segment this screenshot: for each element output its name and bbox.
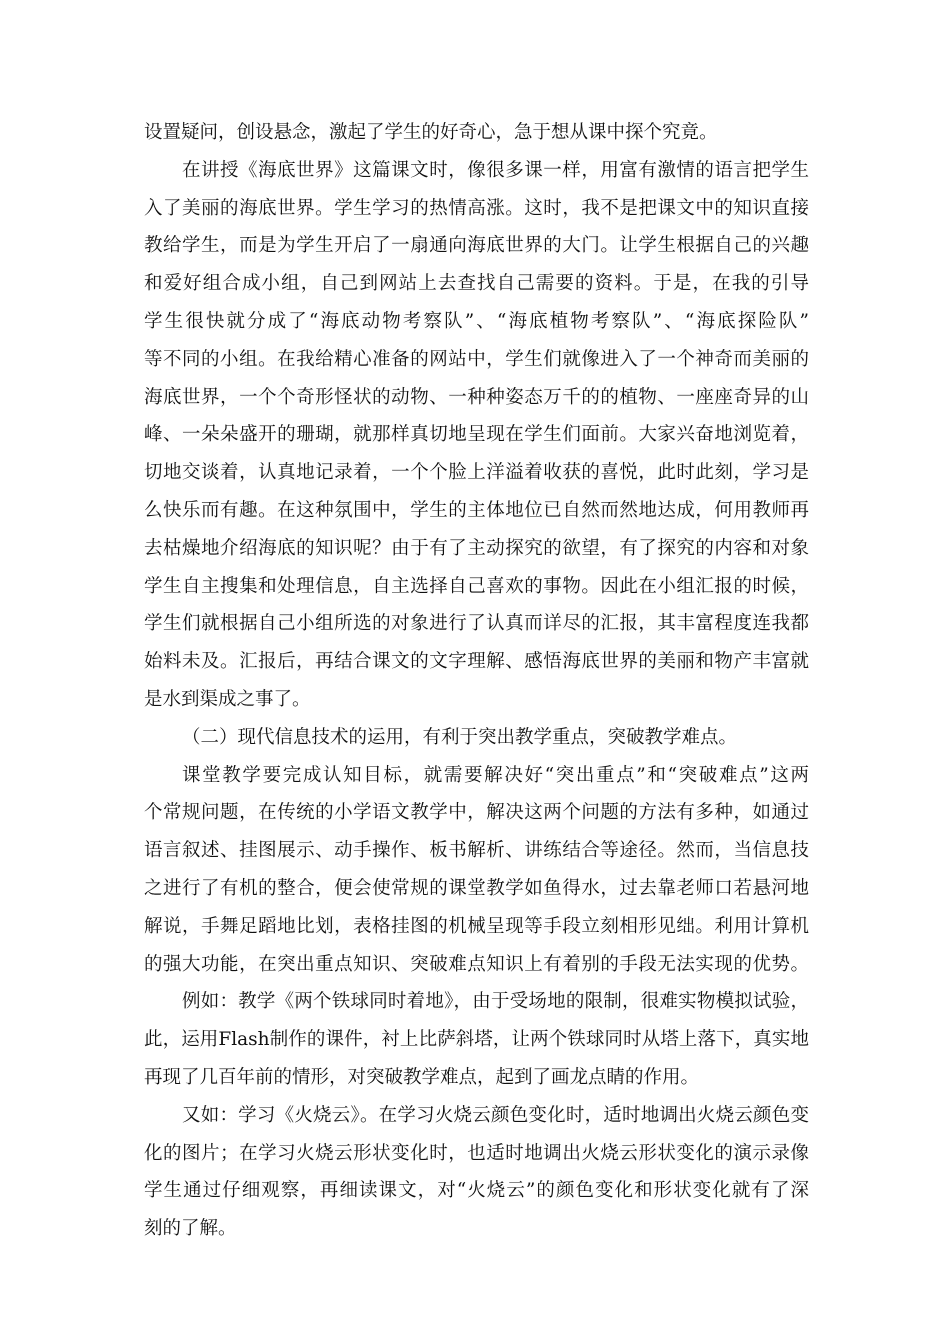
text-line: 么快乐而有趣。在这种氛围中，学生的主体地位已自然而然地达成，何用教师再 bbox=[144, 499, 809, 521]
text-line: 等不同的小组。在我给精心准备的网站中，学生们就像进入了一个神奇而美丽的 bbox=[144, 348, 809, 370]
text-line: 峰、一朵朵盛开的珊瑚，就那样真切地呈现在学生们面前。大家兴奋地浏览着， bbox=[144, 424, 809, 446]
text-line: 又如：学习《火烧云》。在学习火烧云颜色变化时，适时地调出火烧云颜色变 bbox=[182, 1104, 809, 1126]
text-line: 和爱好组合成小组，自己到网站上去查找自己需要的资料。于是，在我的引导 bbox=[144, 273, 809, 295]
text-line: 是水到渠成之事了。 bbox=[144, 688, 311, 710]
text-line: 去枯燥地介绍海底的知识呢？由于有了主动探究的欲望，有了探究的内容和对象 bbox=[144, 537, 809, 559]
text-line: 再现了几百年前的情形，对突破教学难点，起到了画龙点睛的作用。 bbox=[144, 1066, 700, 1088]
text-line: 化的图片；在学习火烧云形状变化时，也适时地调出火烧云形状变化的演示录像 bbox=[144, 1142, 809, 1164]
text-line: 个常规问题，在传统的小学语文教学中，解决这两个问题的方法有多种，如通过 bbox=[144, 802, 809, 824]
text-line: （二）现代信息技术的运用，有利于突出教学重点，突破教学难点。 bbox=[182, 726, 738, 748]
text-line: 切地交谈着，认真地记录着，一个个脸上洋溢着收获的喜悦，此时此刻，学习是 bbox=[144, 462, 809, 484]
text-line: 学生很快就分成了“海底动物考察队”、“海底植物考察队”、“海底探险队” bbox=[144, 310, 809, 332]
text-line: 学生通过仔细观察，再细读课文，对“火烧云”的颜色变化和形状变化就有了深 bbox=[144, 1180, 809, 1202]
text-line: 学生们就根据自己小组所选的对象进行了认真而详尽的汇报，其丰富程度连我都 bbox=[144, 613, 809, 635]
text-line: 学生自主搜集和处理信息，自主选择自己喜欢的事物。因此在小组汇报的时候， bbox=[144, 575, 809, 597]
document-body bbox=[144, 114, 809, 1248]
text-line: 在讲授《海底世界》这篇课文时，像很多课一样，用富有激情的语言把学生 bbox=[182, 159, 809, 181]
text-line: 入了美丽的海底世界。学生学习的热情高涨。这时，我不是把课文中的知识直接 bbox=[144, 197, 809, 219]
text-line: 海底世界，一个个奇形怪状的动物、一种种姿态万千的的植物、一座座奇异的山 bbox=[144, 386, 809, 408]
text-line: 解说，手舞足蹈地比划，表格挂图的机械呈现等手段立刻相形见绌。利用计算机 bbox=[144, 915, 809, 937]
text-line: 刻的了解。 bbox=[144, 1218, 237, 1240]
text-line: 始料未及。汇报后，再结合课文的文字理解、感悟海底世界的美丽和物产丰富就 bbox=[144, 651, 809, 673]
text-line: 之进行了有机的整合，便会使常规的课堂教学如鱼得水，过去靠老师口若悬河地 bbox=[144, 877, 809, 899]
text-line: 设置疑问，创设悬念，激起了学生的好奇心，急于想从课中探个究竟。 bbox=[144, 122, 718, 143]
text-line: 此，运用Flash制作的课件，衬上比萨斜塔，让两个铁球同时从塔上落下，真实地 bbox=[144, 1029, 809, 1051]
text-line: 课堂教学要完成认知目标，就需要解决好“突出重点”和“突破难点”这两 bbox=[182, 764, 809, 786]
text-line: 教给学生，而是为学生开启了一扇通向海底世界的大门。让学生根据自己的兴趣 bbox=[144, 235, 809, 257]
text-line: 语言叙述、挂图展示、动手操作、板书解析、讲练结合等途径。然而，当信息技 bbox=[144, 840, 809, 862]
text-line: 的强大功能，在突出重点知识、突破难点知识上有着别的手段无法实现的优势。 bbox=[144, 953, 809, 975]
text-line: 例如：教学《两个铁球同时着地》，由于受场地的限制，很难实物模拟试验， bbox=[182, 991, 809, 1013]
